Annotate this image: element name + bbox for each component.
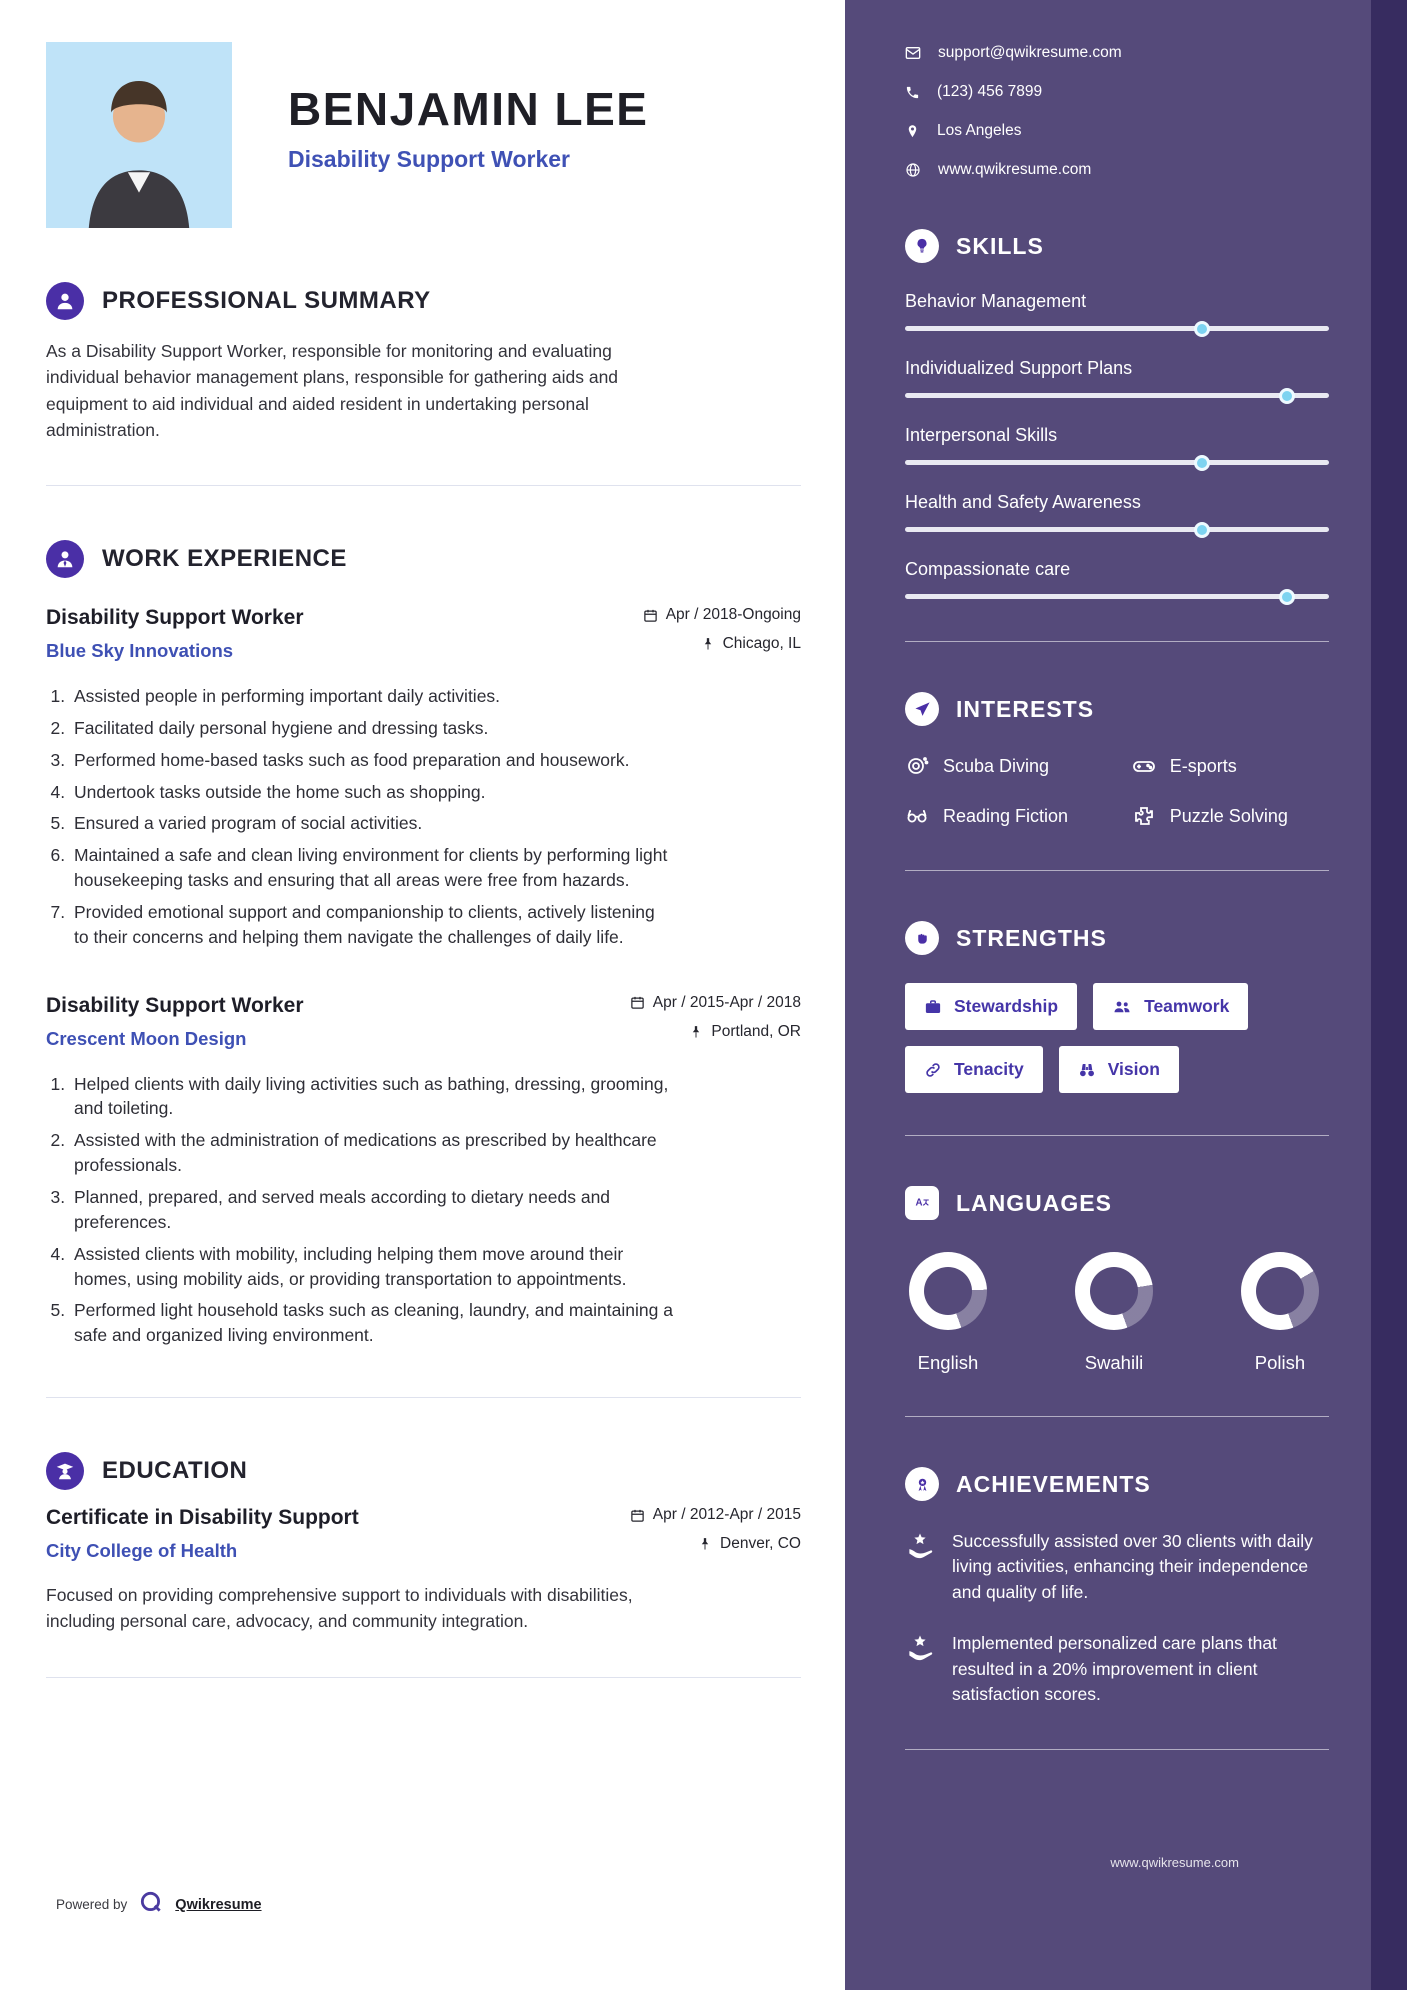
powered-by-label: Powered by [56,1897,128,1912]
job-title: Disability Support Worker [46,993,304,1017]
strength-label: Stewardship [954,996,1059,1016]
language-label: Polish [1254,1352,1306,1373]
lightbulb-icon [905,229,939,263]
job-duties-list [46,684,801,950]
languages-heading-row [905,1186,1329,1220]
scuba-icon [905,754,929,778]
skill-slider[interactable] [905,393,1329,398]
profile-photo-illustration [46,42,232,228]
achievement-text: Implemented personalized care plans that resulted in a 20% improvement in client satisfaction scores. [952,1633,1277,1704]
language-label: Swahili [1084,1352,1144,1373]
language-donut-chart [909,1252,987,1330]
job-entry [46,606,801,950]
skills-heading: SKILLS [956,232,1044,259]
section-divider [46,1397,801,1398]
hand-star-icon [905,1531,935,1605]
skill-item [905,559,1329,599]
skill-slider-knob[interactable] [1279,589,1295,605]
job-duty: 1. Helped clients with daily living activities such as bathing, dressing, grooming, and toileting. [70,1072,674,1122]
calendar-icon [630,1508,645,1523]
strength-label: Vision [1107,1059,1160,1079]
graduate-icon [46,1452,84,1490]
pushpin-icon [698,1537,712,1551]
job-location: Chicago, IL [722,635,801,652]
education-location: Denver, CO [720,1535,801,1553]
link-icon [924,1061,942,1079]
strength-badge [1093,983,1248,1030]
education-location-row [630,1535,801,1553]
experience-heading: WORK EXPERIENCE [102,545,347,572]
interest-label: Reading Fiction [943,805,1069,826]
profile-photo [46,42,232,228]
skill-name: Interpersonal Skills [905,425,1058,445]
job-dates-row [630,994,801,1012]
skill-item [905,492,1329,532]
skill-slider[interactable] [905,594,1329,599]
skill-name: Individualized Support Plans [905,358,1133,378]
education-dates-row [630,1506,801,1524]
skill-slider[interactable] [905,460,1329,465]
education-entry [46,1506,801,1635]
powered-by-footer [46,1889,801,1920]
achievements-section [905,1467,1329,1707]
skill-name: Behavior Management [905,291,1087,311]
job-duty: 2. Assisted with the administration of medications as prescribed by healthcare professionals. [70,1128,674,1178]
interests-heading-row [905,692,1329,726]
skill-slider[interactable] [905,527,1329,532]
globe-icon [905,162,921,178]
pushpin-icon [689,1025,703,1039]
summary-heading-row [46,282,801,320]
job-dates-row [643,606,801,624]
language-label: English [917,1352,979,1373]
sidebar-divider [905,1135,1329,1136]
job-duty: 2. Facilitated daily personal hygiene and dressing tasks. [70,716,674,741]
experience-section [46,540,801,1355]
user-tie-icon [46,540,84,578]
interest-label: E-sports [1169,755,1237,776]
strength-label: Teamwork [1144,996,1230,1016]
skill-slider-knob[interactable] [1194,321,1210,337]
sidebar-accent-strip [1371,0,1407,1990]
job-entry [46,994,801,1348]
contact-website-row [905,161,1329,179]
job-location-row [643,635,801,653]
briefcase-icon [924,998,942,1016]
contact-phone-row [905,83,1329,101]
achievement-text: Successfully assisted over 30 clients with daily living activities, enhancing their independence and quality of life. [952,1531,1313,1602]
identity-text [288,42,648,173]
medal-icon [905,1467,939,1501]
job-dates: Apr / 2018-Ongoing [665,606,801,623]
skill-item [905,358,1329,398]
job-company: Blue Sky Innovations [46,640,234,661]
job-duty: 3. Planned, prepared, and served meals according to dietary needs and preferences. [70,1185,674,1235]
identity-header [46,42,801,228]
skill-slider-knob[interactable] [1279,388,1295,404]
contact-phone: (123) 456 7899 [937,83,1043,100]
strengths-heading: STRENGTHS [956,924,1107,951]
language-donut-chart [1241,1252,1319,1330]
paper-plane-icon [905,692,939,726]
language-donut-chart [1075,1252,1153,1330]
contact-email-row [905,44,1329,62]
job-meta [630,994,801,1052]
candidate-title: Disability Support Worker [288,146,571,172]
job-company: Crescent Moon Design [46,1027,247,1049]
interest-item [1132,804,1329,828]
hand-star-icon [905,1633,935,1707]
education-title-block [46,1506,359,1562]
achievements-heading-row [905,1467,1329,1501]
skills-section [905,229,1329,599]
job-duties-list [46,1072,801,1348]
map-pin-icon [905,124,920,139]
section-divider [46,1677,801,1678]
candidate-name: BENJAMIN LEE [288,83,649,135]
job-location-row [630,1023,801,1041]
interest-label: Scuba Diving [943,755,1050,776]
section-divider [46,485,801,486]
job-duty: 7. Provided emotional support and companionship to clients, actively listening to their concerns and helping them navigate the challenges of daily life. [70,900,674,950]
languages-section [905,1186,1329,1374]
strength-badge [1059,1046,1179,1093]
skill-name: Health and Safety Awareness [905,492,1141,512]
language-item [1241,1252,1319,1374]
languages-heading: LANGUAGES [956,1189,1112,1216]
user-icon [46,282,84,320]
language-item [909,1252,987,1374]
skill-slider-knob[interactable] [1194,522,1210,538]
education-heading: EDUCATION [102,1457,248,1485]
interest-label: Puzzle Solving [1169,805,1288,826]
strength-badges [905,983,1329,1093]
reading-glasses-icon [905,804,929,828]
translate-icon [905,1186,939,1220]
sidebar-divider [905,1416,1329,1417]
qwikresume-logo-icon [138,1889,164,1920]
pushpin-icon [701,637,715,651]
strength-label: Tenacity [954,1059,1024,1079]
education-description: Focused on providing comprehensive support to individuals with disabilities, including personal care, advocacy, and community integration. [46,1585,633,1632]
qwikresume-brand-link[interactable]: Qwikresume [175,1896,262,1913]
language-item [1075,1252,1153,1374]
achievements-heading: ACHIEVEMENTS [956,1470,1151,1497]
job-duty: 4. Assisted clients with mobility, including helping them move around their homes, using mobility aids, or providing transportation to appointments. [70,1242,674,1292]
job-duty: 3. Performed home-based tasks such as food preparation and housework. [70,748,674,773]
sidebar-divider [905,1749,1329,1750]
job-duty: 4. Undertook tasks outside the home such as shopping. [70,780,674,805]
interest-item [905,804,1132,828]
education-header [46,1506,801,1564]
summary-heading: PROFESSIONAL SUMMARY [102,287,431,314]
interest-item [1132,754,1329,778]
skill-slider[interactable] [905,326,1329,331]
education-dates: Apr / 2012-Apr / 2015 [652,1506,801,1524]
education-school: City College of Health [46,1540,238,1562]
contact-block [905,44,1329,179]
binoculars-icon [1078,1061,1096,1079]
achievement-item [905,1529,1329,1605]
interest-item [905,754,1132,778]
calendar-icon [630,995,645,1010]
education-meta [630,1506,801,1564]
contact-location-row [905,122,1329,140]
skill-slider-knob[interactable] [1194,455,1210,471]
job-location: Portland, OR [711,1022,801,1040]
contact-location: Los Angeles [937,122,1022,139]
job-title-block [46,606,304,662]
envelope-icon [905,45,921,61]
experience-heading-row [46,540,801,578]
svg-text:A: A [915,1197,923,1209]
teamwork-users-icon [1112,998,1132,1016]
esports-controller-icon [1132,754,1156,778]
job-title: Disability Support Worker [46,606,304,629]
job-duty: 5. Performed light household tasks such as cleaning, laundry, and maintaining a safe and organized living environment. [70,1298,674,1348]
interests-heading: INTERESTS [956,695,1095,722]
sidebar-divider [905,870,1329,871]
job-duty: 5. Ensured a varied program of social activities. [70,811,674,836]
achievement-item [905,1631,1329,1707]
education-section [46,1452,801,1635]
languages-charts [905,1248,1329,1374]
job-title-block [46,994,304,1050]
strength-badge [905,983,1077,1030]
skill-item [905,291,1329,331]
contact-website[interactable]: www.qwikresume.com [938,161,1092,178]
education-heading-row [46,1452,801,1490]
interests-grid [905,754,1329,828]
skill-name: Compassionate care [905,559,1071,579]
skill-item [905,425,1329,465]
sidebar-website-link[interactable]: www.qwikresume.com [1110,1855,1239,1870]
job-header [46,606,801,664]
calendar-icon [643,608,658,623]
strengths-heading-row [905,921,1329,955]
strength-badge [905,1046,1043,1093]
job-dates: Apr / 2015-Apr / 2018 [652,993,801,1011]
contact-email[interactable]: support@qwikresume.com [938,44,1122,61]
strengths-section [905,921,1329,1093]
puzzle-piece-icon [1132,804,1156,828]
skills-heading-row [905,229,1329,263]
fist-icon [905,921,939,955]
summary-section [46,282,801,443]
job-header [46,994,801,1052]
summary-text: As a Disability Support Worker, responsible for monitoring and evaluating individual behavior management plans, responsible for gathering aids and equipment to aid individual and aided resident in undertaking personal administration. [46,341,619,440]
phone-icon [905,85,920,100]
job-duty: 6. Maintained a safe and clean living environment for clients by performing light housekeeping tasks and ensuring that all areas were free from hazards. [70,843,674,893]
job-meta [643,606,801,664]
sidebar-divider [905,641,1329,642]
education-degree: Certificate in Disability Support [46,1506,359,1530]
job-duty: 1. Assisted people in performing important daily activities. [70,684,674,709]
interests-section [905,692,1329,828]
sidebar [845,0,1407,1990]
